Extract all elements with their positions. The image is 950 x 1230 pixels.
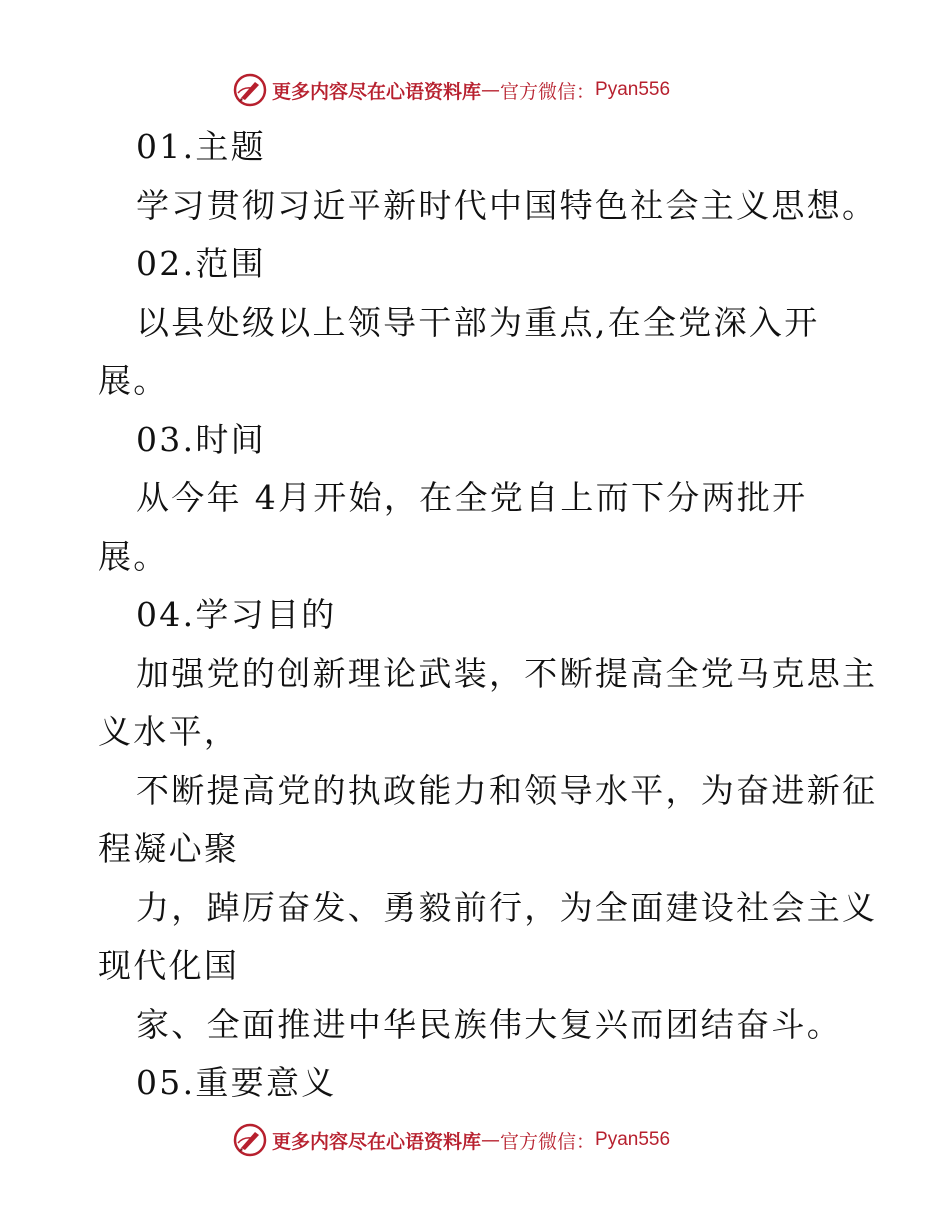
paragraph-goal-line-7: 家、全面推进中华民族伟大复兴而团结奋斗。 (136, 1004, 842, 1044)
heading-significance: 05.重要意义 (136, 1063, 337, 1102)
banner-dash: — (481, 1129, 501, 1151)
paragraph-scope-line-1: 以县处级以上领导干部为重点,在全党深入开 (136, 302, 820, 342)
paragraph-scope-line-2: 展。 (98, 361, 169, 400)
paragraph-topic: 学习贯彻习近平新时代中国特色社会主义思想。 (136, 185, 878, 225)
heading-scope: 02.范围 (136, 244, 266, 283)
heading-learning-goal: 04.学习目的 (136, 595, 337, 634)
pen-logo-icon (233, 1123, 267, 1157)
banner-site-name: 更多内容尽在心语资料库 (272, 80, 482, 103)
document-body (98, 118, 878, 1113)
banner-wechat-id: Pyan556 (595, 1129, 671, 1150)
paragraph-goal-line-3: 不断提高党的执政能力和领导水平，为奋进新征 (136, 770, 878, 810)
banner-site-name: 更多内容尽在心语资料库 (272, 1130, 482, 1153)
paragraph-time-line-2: 展。 (98, 536, 169, 576)
pen-logo-icon (233, 73, 267, 107)
paragraph-goal-line-5: 力，踔厉奋发、勇毅前行，为全面建设社会主义 (136, 887, 878, 927)
paragraph-goal-line-4: 程凝心聚 (98, 829, 240, 868)
paragraph-goal-line-6: 现代化国 (98, 946, 240, 985)
banner-dash: — (481, 79, 501, 101)
paragraph-goal-line-1: 加强党的创新理论武装，不断提高全党马克思主 (136, 653, 878, 693)
heading-topic: 01.主题 (136, 127, 266, 166)
heading-time: 03.时间 (136, 419, 266, 459)
banner-wechat-label: 官方微信： (500, 80, 596, 103)
paragraph-goal-line-2: 义水平， (98, 712, 240, 751)
header-watermark-banner (233, 70, 670, 110)
footer-watermark-banner (233, 1120, 670, 1160)
banner-wechat-label: 官方微信： (500, 1130, 596, 1153)
banner-wechat-id: Pyan556 (595, 79, 671, 100)
paragraph-time-line-1: 从今年 4月开始，在全党自上而下分两批开 (136, 478, 808, 517)
